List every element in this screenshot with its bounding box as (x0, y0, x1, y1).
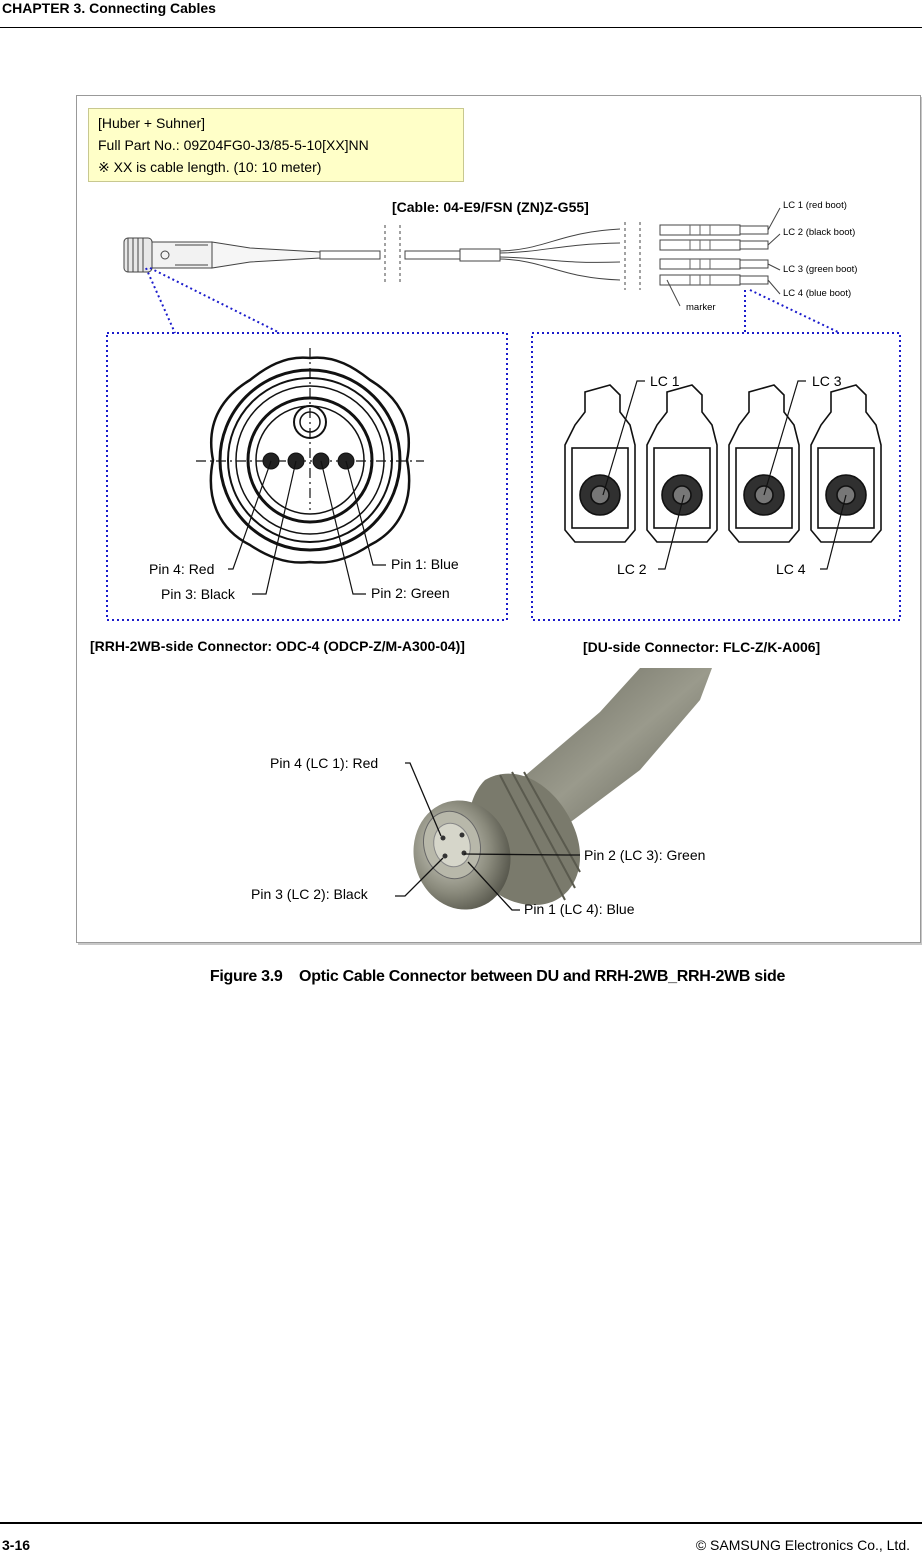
du-connector-caption: [DU-side Connector: FLC-Z/K-A006] (583, 639, 821, 655)
part-number-line: Full Part No.: 09Z04FG0-J3/85-5-10[XX]NN (98, 137, 369, 153)
cable-label: [Cable: 04-E9/FSN (ZN)Z-G55] (392, 199, 589, 215)
tag-lc1-red-boot: LC 1 (red boot) (783, 200, 847, 211)
tag-marker: marker (686, 302, 716, 313)
page-number: 3-16 (2, 1537, 31, 1553)
pin2-label: Pin 2: Green (371, 585, 450, 601)
rrh-connector-caption: [RRH-2WB-side Connector: ODC-4 (ODCP-Z/M-A300-04)] (90, 638, 465, 654)
pin3-label: Pin 3: Black (161, 586, 235, 602)
cable-length-note: ※ XX is cable length. (10: 10 meter) (98, 159, 322, 175)
du-lc2-label: LC 2 (617, 561, 647, 577)
part-info-box (88, 108, 464, 182)
photo-pin4-label: Pin 4 (LC 1): Red (270, 755, 379, 771)
pin1-label: Pin 1: Blue (391, 556, 459, 572)
du-lc1-label: LC 1 (650, 373, 680, 389)
manufacturer-line: [Huber + Suhner] (98, 115, 206, 131)
rrh-connector-face (196, 348, 424, 594)
pin4-label: Pin 4: Red (149, 561, 215, 577)
photo-pin1-label: Pin 1 (LC 4): Blue (524, 901, 635, 917)
du-lc4-label: LC 4 (776, 561, 806, 577)
photo-pin3-label: Pin 3 (LC 2): Black (251, 886, 368, 902)
tag-lc2-black-boot: LC 2 (black boot) (783, 227, 856, 238)
cable-drawing (124, 208, 780, 306)
tag-lc3-green-boot: LC 3 (green boot) (783, 264, 858, 275)
connector-photo (395, 668, 712, 921)
chapter-header: CHAPTER 3. Connecting Cables (2, 0, 216, 16)
photo-pin2-label: Pin 2 (LC 3): Green (584, 847, 706, 863)
copyright: © SAMSUNG Electronics Co., Ltd. (695, 1537, 910, 1553)
footer-rule (0, 1522, 922, 1524)
tag-lc4-blue-boot: LC 4 (blue boot) (783, 288, 852, 299)
du-lc3-label: LC 3 (812, 373, 842, 389)
figure-caption: Figure 3.9 Optic Cable Connector between DU and RRH-2WB_RRH-2WB side (209, 968, 786, 985)
du-lc-connectors (565, 381, 881, 569)
